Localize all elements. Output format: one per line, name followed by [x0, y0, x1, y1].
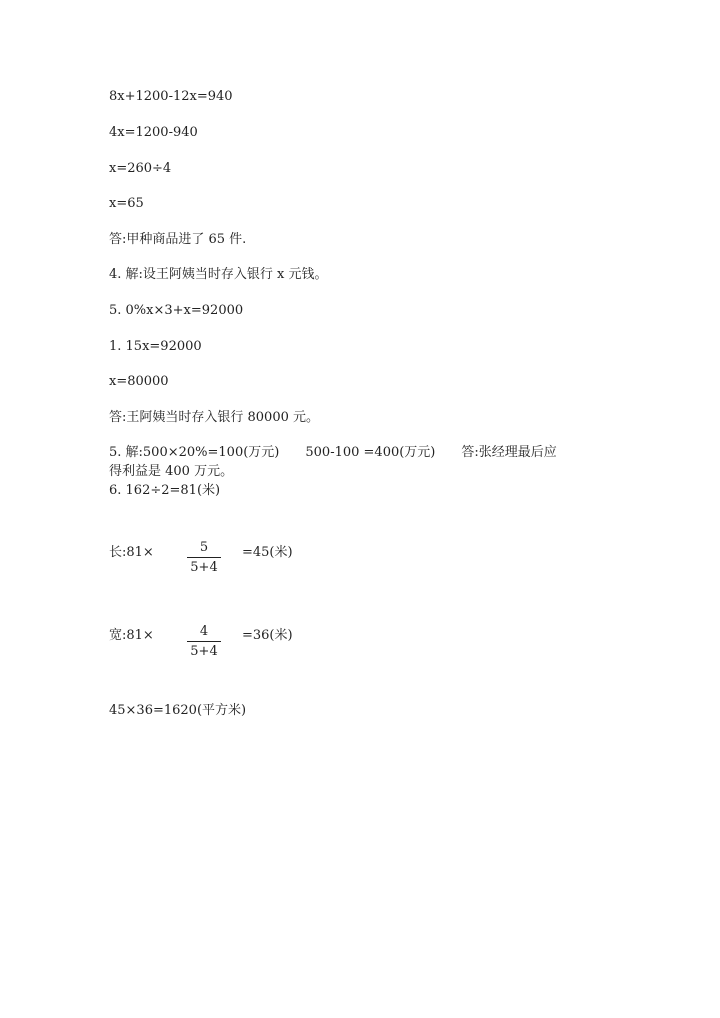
- length-fraction-denominator: 5+4: [190, 560, 218, 575]
- length-prefix: 长:81×: [109, 545, 154, 560]
- equation-line-3: x=260÷4: [109, 161, 172, 176]
- equation-line-6: 1. 15x=92000: [109, 339, 202, 354]
- length-fraction-numerator: 5: [187, 540, 221, 558]
- equation-line-2: 4x=1200-940: [109, 125, 198, 140]
- length-result: =45(米): [242, 545, 293, 560]
- equation-line-7: x=80000: [109, 374, 169, 389]
- problem-5-answer-end: 得利益是 400 万元。: [109, 464, 234, 479]
- length-fraction: [187, 540, 221, 575]
- width-prefix: 宽:81×: [109, 628, 154, 643]
- problem-5-answer-start: 答:张经理最后应: [461, 445, 557, 460]
- equation-line-4: x=65: [109, 196, 144, 211]
- problem-5-step-1: 5. 解:500×20%=100(万元): [109, 445, 280, 460]
- width-fraction: [187, 624, 221, 659]
- problem-4-setup: 4. 解:设王阿姨当时存入银行 x 元钱。: [109, 267, 328, 282]
- problem-5-step-2: 500-100 =400(万元): [305, 445, 436, 460]
- width-fraction-denominator: 5+4: [190, 644, 218, 659]
- width-result: =36(米): [242, 628, 293, 643]
- equation-line-1: 8x+1200-12x=940: [109, 89, 233, 104]
- answer-line-4: 答:王阿姨当时存入银行 80000 元。: [109, 410, 319, 425]
- problem-6-step-1: 6. 162÷2=81(米): [109, 483, 221, 498]
- equation-line-5: 5. 0%x×3+x=92000: [109, 303, 244, 318]
- answer-line-3: 答:甲种商品进了 65 件.: [109, 232, 247, 247]
- problem-5-line: [109, 445, 557, 461]
- area-result-line: 45×36=1620(平方米): [109, 703, 247, 718]
- width-fraction-numerator: 4: [187, 624, 221, 642]
